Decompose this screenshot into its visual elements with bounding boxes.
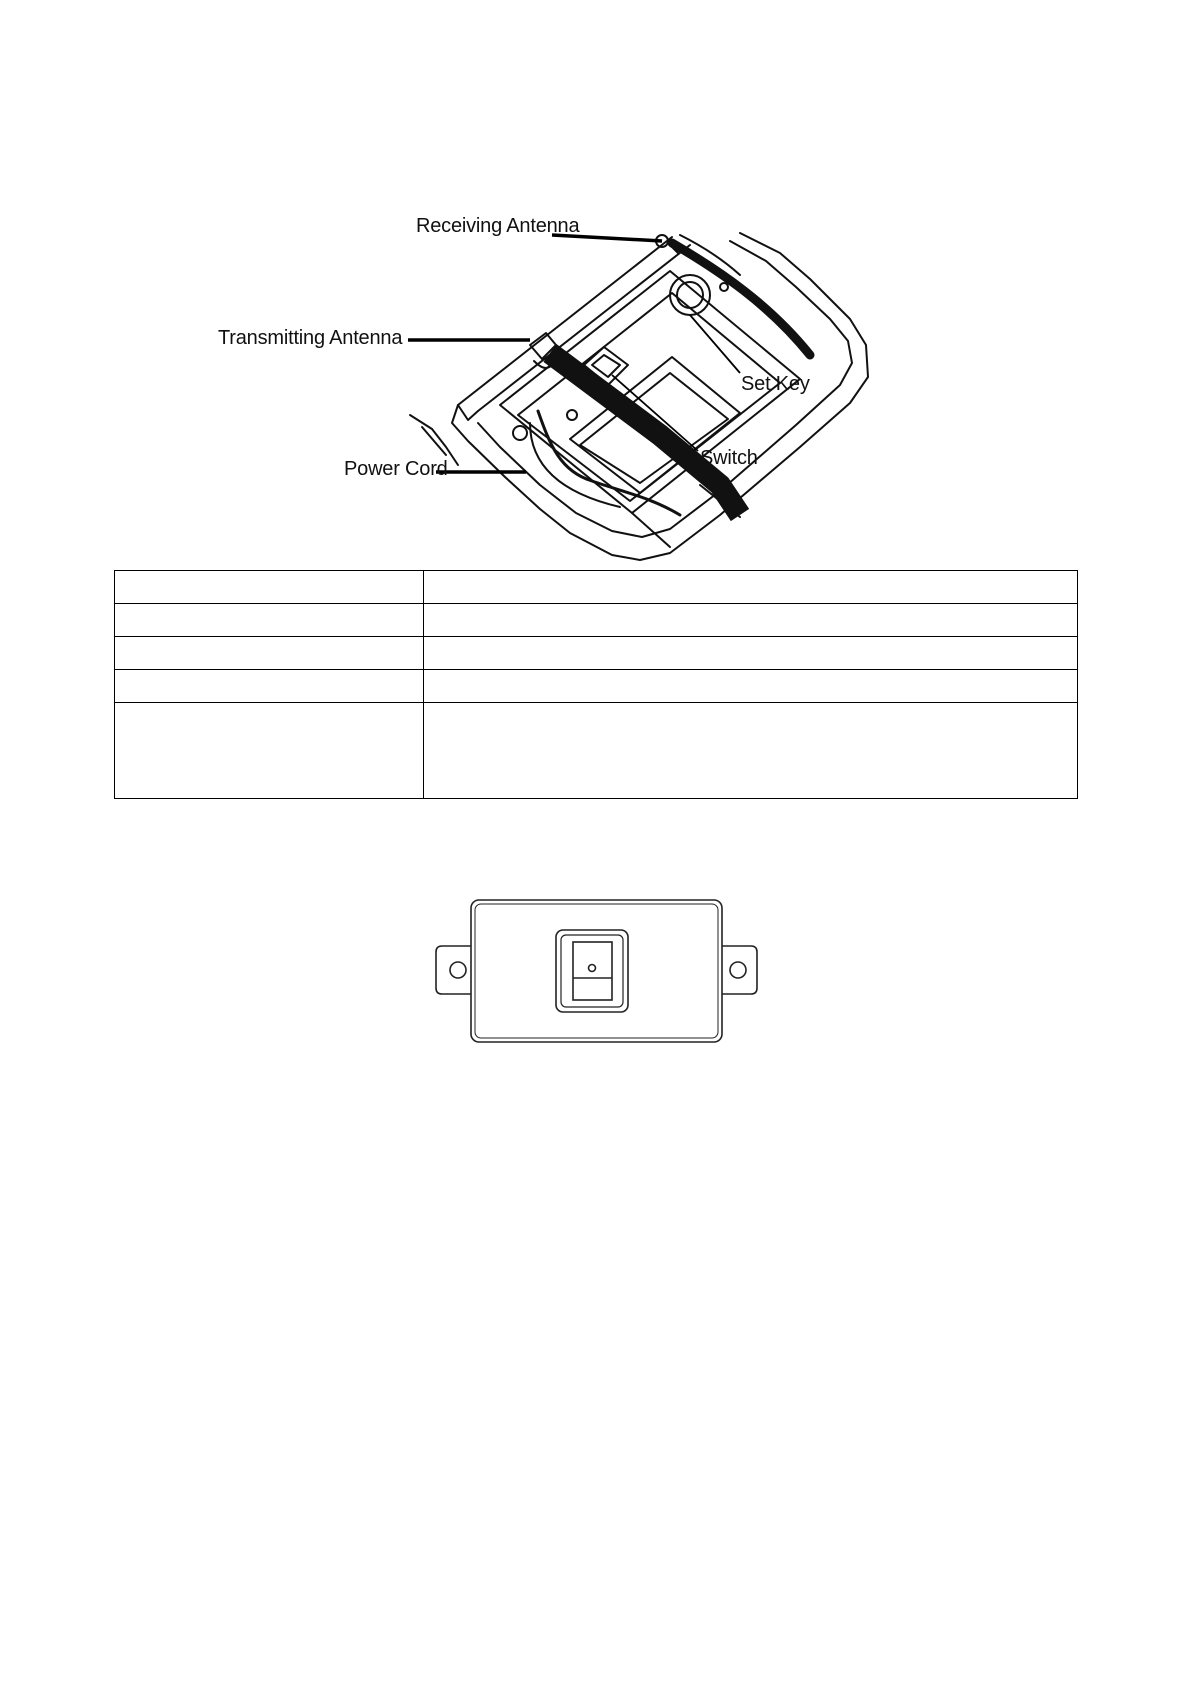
table-cell-label [115,571,424,604]
table-row [115,670,1078,703]
power-indicator-icon [589,965,596,972]
table-cell-value [424,604,1078,637]
spec-table [114,570,1078,799]
table-cell-value [424,703,1078,799]
transmitting-antenna-label: Transmitting Antenna [218,327,403,349]
table-row [115,703,1078,799]
table-cell-value [424,571,1078,604]
table-cell-value [424,670,1078,703]
table-cell-label [115,703,424,799]
set-key-label: Set Key [741,373,810,395]
table-cell-value [424,637,1078,670]
switch-panel-figure [428,896,778,1050]
table-cell-label [115,670,424,703]
unit-line-drawing [200,215,920,570]
power-cord-label: Power Cord [344,458,448,480]
table-row [115,637,1078,670]
switch-panel-drawing [428,896,778,1050]
table-row [115,571,1078,604]
table-row [115,604,1078,637]
right-mount-hole [730,962,746,978]
panel-body [471,900,722,1042]
switch-label: Switch [700,447,758,469]
table-cell-label [115,604,424,637]
receiving-antenna-label: Receiving Antenna [416,215,580,237]
table-cell-label [115,637,424,670]
installation-figure [200,215,920,570]
left-mount-hole [450,962,466,978]
